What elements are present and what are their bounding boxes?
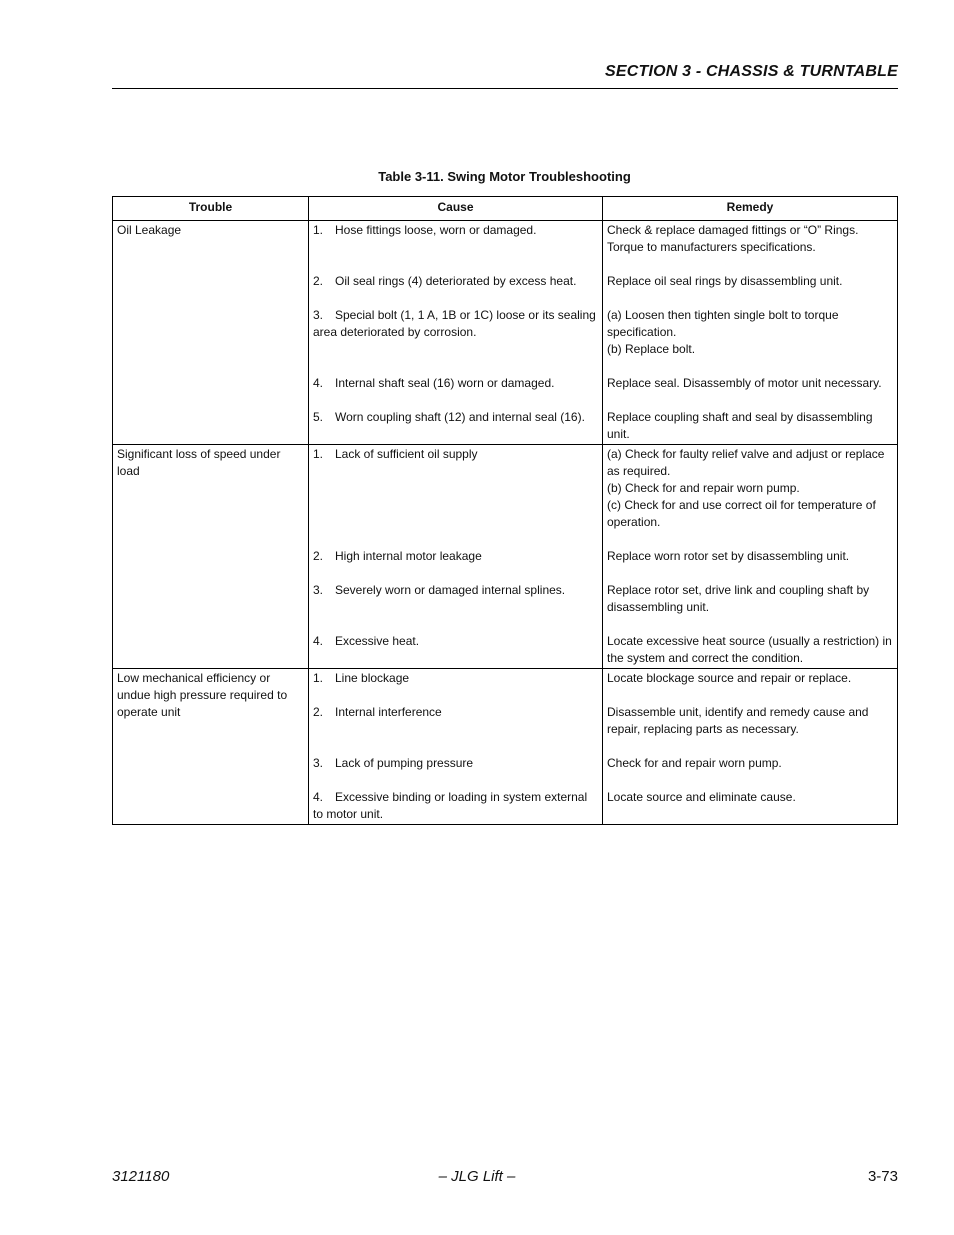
remedy-text: Replace rotor set, drive link and coupling shaft by disassembling unit. <box>607 583 870 614</box>
cause-number: 1. <box>313 223 324 237</box>
remedy-cell <box>603 221 898 445</box>
cause-text: Lack of sufficient oil supply <box>335 447 478 461</box>
cause-text: Special bolt (1, 1 A, 1B or 1C) loose or its sealing area deteriorated by corrosion. <box>313 308 596 339</box>
cause-number: 4. <box>313 634 324 648</box>
cause-item <box>313 375 598 392</box>
cause-item <box>313 670 598 687</box>
trouble-cell: Low mechanical efficiency or undue high pressure required to operate unit <box>113 669 309 825</box>
cause-cell <box>309 669 603 825</box>
remedy-text: (b) Replace bolt. <box>607 342 696 356</box>
remedy-cell <box>603 445 898 669</box>
cause-item <box>313 789 598 823</box>
remedy-text: Check for and repair worn pump. <box>607 756 782 770</box>
cause-number: 2. <box>313 549 324 563</box>
remedy-item <box>607 307 893 358</box>
remedy-item <box>607 670 893 687</box>
cause-cell <box>309 445 603 669</box>
remedy-text: Locate blockage source and repair or replace. <box>607 671 852 685</box>
remedy-text: Replace oil seal rings by disassembling unit. <box>607 274 843 288</box>
header-divider <box>112 88 898 89</box>
table-row <box>113 445 898 669</box>
cause-number: 3. <box>313 756 324 770</box>
cause-number: 4. <box>313 376 324 390</box>
remedy-item <box>607 633 893 667</box>
cause-item <box>313 409 598 443</box>
troubleshooting-table <box>112 196 898 825</box>
remedy-text: Replace coupling shaft and seal by disassembling unit. <box>607 410 873 441</box>
remedy-text: Disassemble unit, identify and remedy cause and repair, replacing parts as necessary. <box>607 705 869 736</box>
remedy-text: Locate source and eliminate cause. <box>607 790 796 804</box>
remedy-item <box>607 789 893 823</box>
cause-number: 3. <box>313 583 324 597</box>
cause-number: 1. <box>313 447 324 461</box>
cause-item <box>313 222 598 256</box>
footer-brand: – JLG Lift – <box>438 1168 516 1185</box>
cause-text: Worn coupling shaft (12) and internal seal (16). <box>335 410 585 424</box>
cause-text: Excessive heat. <box>335 634 420 648</box>
cause-number: 5. <box>313 410 324 424</box>
cause-item <box>313 755 598 772</box>
table-caption: Table 3-11. Swing Motor Troubleshooting <box>378 169 631 184</box>
cause-item <box>313 307 598 358</box>
remedy-item <box>607 704 893 738</box>
cause-item <box>313 446 598 531</box>
cause-text: Excessive binding or loading in system external to motor unit. <box>313 790 588 821</box>
table-row <box>113 221 898 445</box>
cause-item <box>313 548 598 565</box>
table-body <box>113 221 898 825</box>
remedy-item <box>607 273 893 290</box>
cause-number: 4. <box>313 790 324 804</box>
remedy-text: (b) Check for and repair worn pump. <box>607 481 800 495</box>
cause-cell <box>309 221 603 445</box>
cause-item <box>313 273 598 290</box>
remedy-item <box>607 755 893 772</box>
remedy-item <box>607 548 893 565</box>
remedy-cell <box>603 669 898 825</box>
cause-item <box>313 633 598 667</box>
column-header-cause: Cause <box>309 197 603 221</box>
footer-doc-number: 3121180 <box>112 1168 170 1185</box>
remedy-text: Replace worn rotor set by disassembling unit. <box>607 549 850 563</box>
remedy-text: Locate excessive heat source (usually a restriction) in the system and correct the condition. <box>607 634 892 665</box>
cause-item <box>313 582 598 616</box>
cause-text: High internal motor leakage <box>335 549 482 563</box>
remedy-text: Check & replace damaged fittings or “O” Rings. Torque to manufacturers specifications. <box>607 223 859 254</box>
cause-number: 2. <box>313 274 324 288</box>
cause-text: Severely worn or damaged internal splines. <box>335 583 566 597</box>
column-header-remedy: Remedy <box>603 197 898 221</box>
cause-text: Internal interference <box>335 705 442 719</box>
table-row <box>113 669 898 825</box>
trouble-cell: Oil Leakage <box>113 221 309 445</box>
footer-page-number: 3-73 <box>867 1168 898 1185</box>
cause-text: Hose fittings loose, worn or damaged. <box>335 223 537 237</box>
remedy-item <box>607 582 893 616</box>
remedy-text: Replace seal. Disassembly of motor unit necessary. <box>607 376 882 390</box>
column-header-trouble: Trouble <box>113 197 309 221</box>
cause-item <box>313 704 598 738</box>
remedy-item <box>607 409 893 443</box>
cause-number: 2. <box>313 705 324 719</box>
remedy-text: (a) Check for faulty relief valve and adjust or replace as required. <box>607 447 885 478</box>
remedy-text: (c) Check for and use correct oil for temperature of operation. <box>607 498 876 529</box>
remedy-item <box>607 222 893 256</box>
trouble-cell: Significant loss of speed under load <box>113 445 309 669</box>
cause-text: Line blockage <box>335 671 410 685</box>
cause-text: Internal shaft seal (16) worn or damaged. <box>335 376 555 390</box>
remedy-text: (a) Loosen then tighten single bolt to torque specification. <box>607 308 839 339</box>
remedy-item <box>607 375 893 392</box>
cause-number: 3. <box>313 308 324 322</box>
cause-text: Lack of pumping pressure <box>335 756 474 770</box>
cause-text: Oil seal rings (4) deteriorated by excess heat. <box>335 274 577 288</box>
section-title: SECTION 3 - CHASSIS & TURNTABLE <box>604 63 898 80</box>
cause-number: 1. <box>313 671 324 685</box>
table-header-row <box>113 197 898 221</box>
remedy-item <box>607 446 893 531</box>
